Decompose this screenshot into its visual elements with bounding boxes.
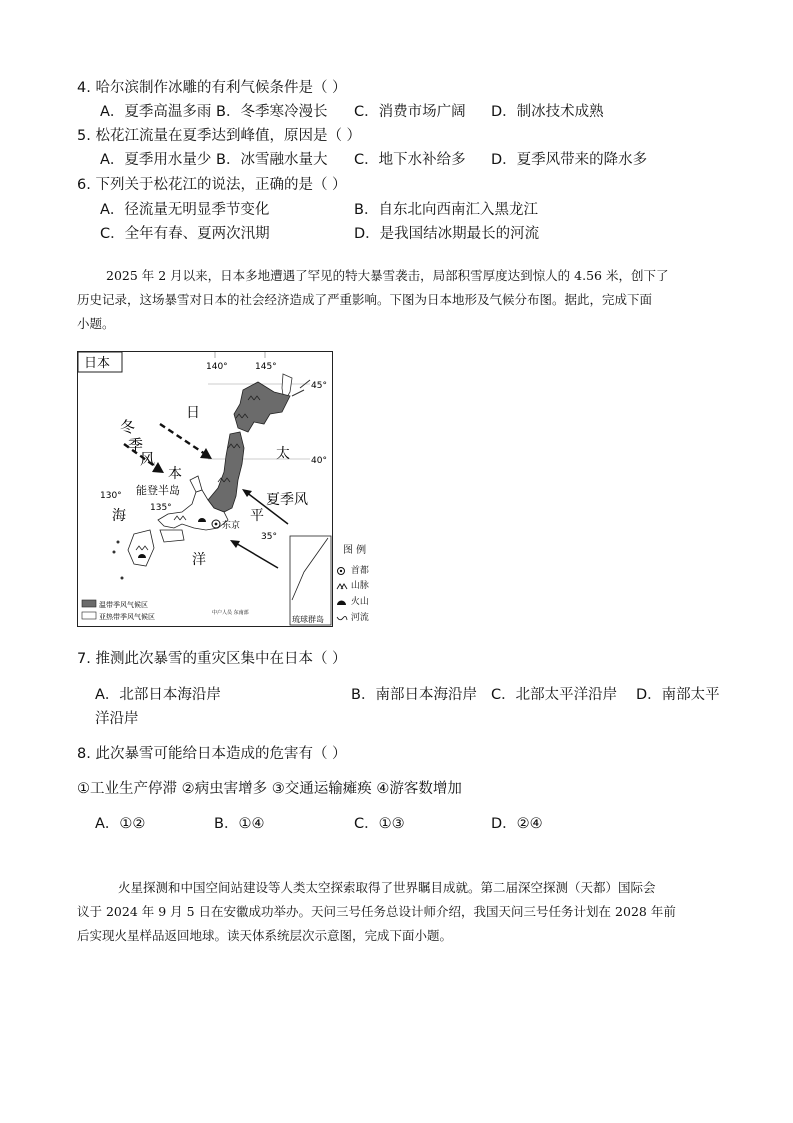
question-8-option-d: D．②④ [491, 816, 543, 832]
winter-wind-label-2: 季 [128, 436, 144, 454]
tokyo-label: 东京 [222, 521, 241, 531]
question-8-option-c: C．①③ [354, 816, 405, 832]
legend-temperate-swatch [82, 600, 96, 607]
lon-145-label: 145° [255, 362, 277, 372]
map-title: 日本 [84, 356, 111, 371]
question-6-option-c: C．全年有春、夏两次汛期 [100, 226, 270, 242]
question-7-option-a: A．北部日本海沿岸 [95, 687, 221, 703]
legend-volcano-label: 火山 [350, 597, 369, 607]
legend-title: 图 例 [343, 545, 367, 556]
japan-map-svg [78, 352, 332, 626]
winter-wind-arrowhead-1 [200, 448, 212, 459]
legend-mountain-label: 山脉 [350, 581, 369, 591]
legend-subtropical-label: 亚热带季风气候区 [99, 613, 155, 621]
passage-1-line-2: 历史记录，这场暴雪对日本的社会经济造成了严重影响。下图为日本地形及气候分布图。据此，完成下面 [77, 292, 653, 307]
volcano-icon [336, 597, 348, 607]
lon-140-label: 140° [206, 362, 228, 372]
question-7-option-b: B．南部日本海沿岸 [351, 687, 477, 703]
legend-subtropical-swatch [82, 612, 96, 619]
legend-temperate-label: 温带季风气候区 [99, 601, 148, 609]
sea-label-ri: 日 [186, 405, 200, 421]
summer-wind-arrow-2 [234, 542, 278, 568]
ocean-label-ping: 平 [250, 508, 264, 524]
legend-river-label: 河流 [350, 613, 369, 623]
mountain-icon [336, 581, 348, 591]
ryukyu-label: 琉球群岛 [292, 615, 324, 624]
hokkaido-shape [234, 382, 290, 432]
legend-volcano [336, 594, 369, 607]
passage-2-line-2: 议于 2024 年 9 月 5 日在安徽成功举办。天问三号任务总设计师介绍，我国天问三号任务计划在 2028 年前 [77, 904, 676, 919]
passage-1-line-1: 2025 年 2 月以来，日本多地遭遇了罕见的特大暴雪袭击，局部积雪厚度达到惊人的 4.56 米，创下了 [106, 268, 669, 283]
question-6-option-a: A．径流量无明显季节变化 [100, 202, 270, 218]
winter-wind-label-1: 冬 [120, 418, 136, 436]
question-8-items: ①工业生产停滞 ②病虫害增多 ③交通运输瘫痪 ④游客数增加 [77, 781, 462, 797]
winter-wind-arrow-1 [160, 424, 208, 456]
passage-2-line-3: 后实现火星样品返回地球。读天体系统层次示意图，完成下面小题。 [77, 928, 453, 943]
question-8-option-a: A．①② [95, 816, 146, 832]
sea-label-hai: 海 [112, 508, 126, 524]
sea-label-ben: 本 [168, 466, 182, 482]
legend-river [336, 610, 369, 623]
inset-note: 中户人员 东南部 [212, 610, 249, 616]
passage-1-line-3: 小题。 [77, 316, 115, 331]
lon-130-label: 130° [100, 491, 122, 501]
question-4-option-d: D．制冰技术成熟 [491, 104, 604, 120]
question-5-option-c: C．地下水补给多 [354, 152, 466, 168]
map-graphic [113, 551, 116, 554]
legend-capital-label: 首都 [350, 566, 369, 576]
question-4-stem: 4. 哈尔滨制作冰雕的有利气候条件是（ ） [77, 80, 347, 96]
map-graphic [121, 577, 124, 580]
river-icon [336, 613, 348, 623]
question-6-option-b: B．自东北向西南汇入黑龙江 [354, 202, 538, 218]
question-7-option-d-continued: 洋沿岸 [95, 711, 139, 727]
map-graphic [215, 523, 218, 526]
legend-capital [336, 563, 369, 576]
question-5-stem: 5. 松花江流量在夏季达到峰值，原因是（ ） [77, 128, 362, 144]
lat-45-label: 45° [311, 381, 327, 391]
shikoku-shape [160, 530, 184, 542]
passage-2-line-1: 火星探测和中国空间站建设等人类太空探索取得了世界瞩目成就。第二届深空探测（天都）国际会 [118, 880, 656, 895]
ryukyu-inset [290, 536, 331, 625]
legend-mountain [336, 578, 369, 591]
lat-35-label: 35° [261, 532, 277, 542]
question-4-option-c: C．消费市场广阔 [354, 104, 466, 120]
winter-wind-label-3: 风 [140, 450, 156, 468]
summer-wind-label: 夏季风 [266, 492, 308, 508]
question-8-stem: 8. 此次暴雪可能给日本造成的危害有（ ） [77, 746, 347, 762]
map-graphic [292, 380, 310, 396]
honshu-north-shape [208, 432, 244, 512]
question-7-option-c: C．北部太平洋沿岸 [491, 687, 618, 703]
question-7-option-d: D．南部太平 [636, 687, 720, 703]
lon-135-label: 135° [150, 503, 172, 513]
question-6-option-d: D．是我国结冰期最长的河流 [354, 226, 540, 242]
question-7-stem: 7. 推测此次暴雪的重灾区集中在日本（ ） [77, 651, 347, 667]
map-graphic [160, 424, 208, 456]
question-8-option-b: B．①④ [214, 816, 265, 832]
lat-40-label: 40° [311, 456, 327, 466]
map-graphic [117, 541, 120, 544]
question-4-option-a-b: A．夏季高温多雨 B．冬季寒冷漫长 [100, 104, 328, 120]
ocean-label-tai: 太 [276, 446, 290, 462]
noto-label: 能登半岛 [136, 484, 180, 497]
map-graphic [190, 476, 202, 492]
question-5-option-a-b: A．夏季用水量少 B．冰雪融水量大 [100, 152, 328, 168]
ocean-label-yang: 洋 [192, 552, 206, 568]
question-6-stem: 6. 下列关于松花江的说法，正确的是（ ） [77, 177, 347, 193]
japan-map [77, 351, 333, 627]
question-5-option-d: D．夏季风带来的降水多 [491, 152, 648, 168]
capital-icon [336, 566, 348, 576]
